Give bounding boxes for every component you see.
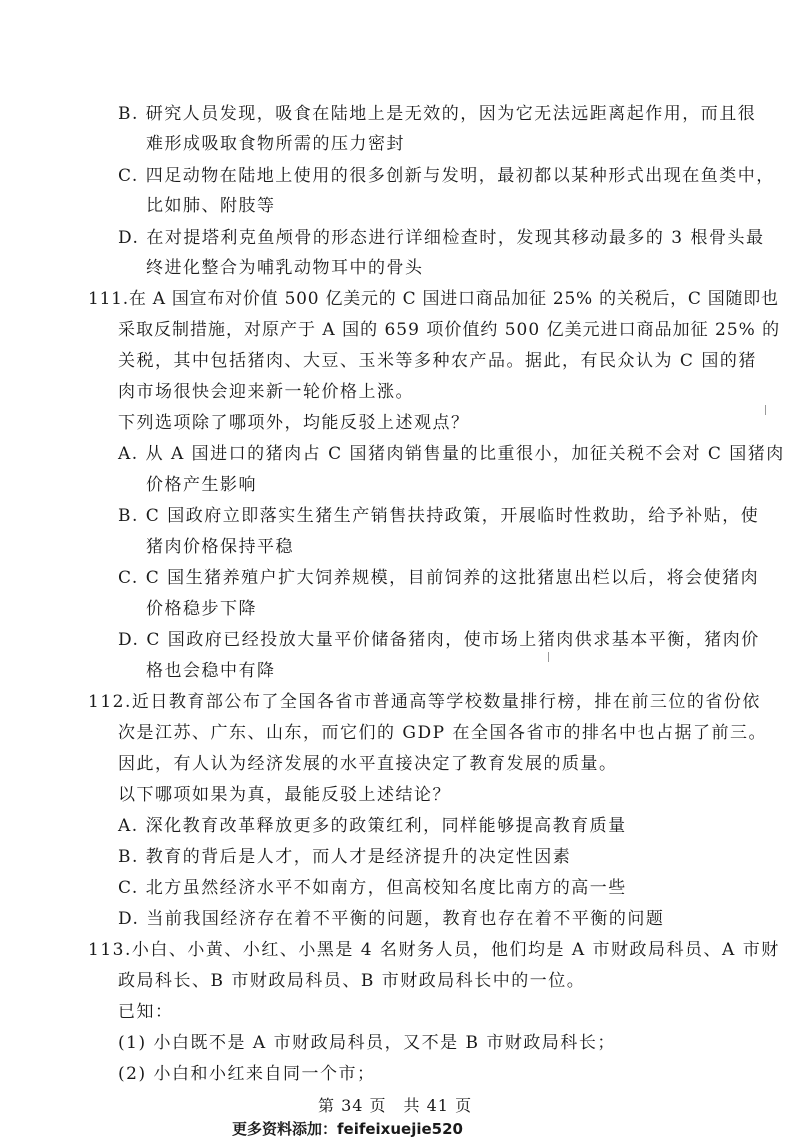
q110-option-c-line1: C. 四足动物在陆地上使用的很多创新与发明，最初都以某种形式出现在鱼类中， xyxy=(118,166,775,186)
q112-option-b: B. 教育的背后是人才，而人才是经济提升的决定性因素 xyxy=(118,847,572,867)
q111-option-b-line1: B. C 国政府立即落实生猪生产销售扶持政策，开展临时性救助，给予补贴，使 xyxy=(118,506,760,526)
q112-stem-line2: 次是江苏、广东、山东，而它们的 GDP 在全国各省市的排名中也占据了前三。 xyxy=(118,723,767,743)
q111-option-c-line1: C. C 国生猪养殖户扩大饲养规模，目前饲养的这批猪崽出栏以后，将会使猪肉 xyxy=(118,568,760,588)
q111-stem-line2: 采取反制措施，对原产于 A 国的 659 项价值约 500 亿美元进口商品加征 25% 的 xyxy=(118,320,781,340)
q112-question: 以下哪项如果为真，最能反驳上述结论？ xyxy=(118,785,451,805)
q111-stem-line1: 111.在 A 国宣布对价值 500 亿美元的 C 国进口商品加征 25% 的关税后，C 国随即也 xyxy=(88,289,779,309)
q110-option-b-line2: 难形成吸取食物所需的压力密封 xyxy=(146,134,405,154)
q111-stem-line3: 关税，其中包括猪肉、大豆、玉米等多种农产品。据此，有民众认为 C 国的猪 xyxy=(118,351,757,371)
q111-option-a-line1: A. 从 A 国进口的猪肉占 C 国猪肉销售量的比重很小，加征关税不会对 C 国猪肉 xyxy=(118,444,785,464)
q111-option-b-line2: 猪肉价格保持平稳 xyxy=(146,537,294,557)
q110-option-c-line2: 比如肺、附肢等 xyxy=(146,196,276,216)
q113-condition-1: (1) 小白既不是 A 市财政局科员，又不是 B 市财政局科长； xyxy=(118,1033,616,1053)
contact-line: 更多资料添加：feifeixuejie520 xyxy=(232,1120,463,1138)
q111-option-c-line2: 价格稳步下降 xyxy=(146,599,257,619)
q111-option-d-line2: 格也会稳中有降 xyxy=(146,661,276,681)
q112-option-d: D. 当前我国经济存在着不平衡的问题，教育也存在着不平衡的问题 xyxy=(118,909,665,929)
q113-stem-line1: 113.小白、小黄、小红、小黑是 4 名财务人员，他们均是 A 市财政局科员、A 市财 xyxy=(88,940,780,960)
scan-speck xyxy=(548,652,549,662)
q112-stem-line1: 112.近日教育部公布了全国各省市普通高等学校数量排行榜，排在前三位的省份依 xyxy=(88,692,761,712)
q111-option-a-line2: 价格产生影响 xyxy=(146,475,257,495)
scan-speck xyxy=(765,405,766,415)
q112-stem-line3: 因此，有人认为经济发展的水平直接决定了教育发展的质量。 xyxy=(118,754,618,774)
q110-option-d-line2: 终进化整合为哺乳动物耳中的骨头 xyxy=(146,258,424,278)
q112-option-c: C. 北方虽然经济水平不如南方，但高校知名度比南方的高一些 xyxy=(118,878,627,898)
q110-option-b-line1: B. 研究人员发现，吸食在陆地上是无效的，因为它无法远距离起作用，而且很 xyxy=(118,104,757,124)
q111-option-d-line1: D. C 国政府已经投放大量平价储备猪肉，使市场上猪肉供求基本平衡，猪肉价 xyxy=(118,630,760,650)
q111-stem-line4: 肉市场很快会迎来新一轮价格上涨。 xyxy=(118,382,414,402)
q113-known-label: 已知： xyxy=(118,1002,174,1022)
q113-stem-line2: 政局科长、B 市财政局科员、B 市财政局科长中的一位。 xyxy=(118,971,586,991)
page-number: 第 34 页 共 41 页 xyxy=(318,1096,473,1115)
q112-option-a: A. 深化教育改革释放更多的政策红利，同样能够提高教育质量 xyxy=(118,816,627,836)
q110-option-d-line1: D. 在对提塔利克鱼颅骨的形态进行详细检查时，发现其移动最多的 3 根骨头最 xyxy=(118,228,765,248)
q111-question: 下列选项除了哪项外，均能反驳上述观点？ xyxy=(118,413,470,433)
q113-condition-2: (2) 小白和小红来自同一个市； xyxy=(118,1064,376,1084)
